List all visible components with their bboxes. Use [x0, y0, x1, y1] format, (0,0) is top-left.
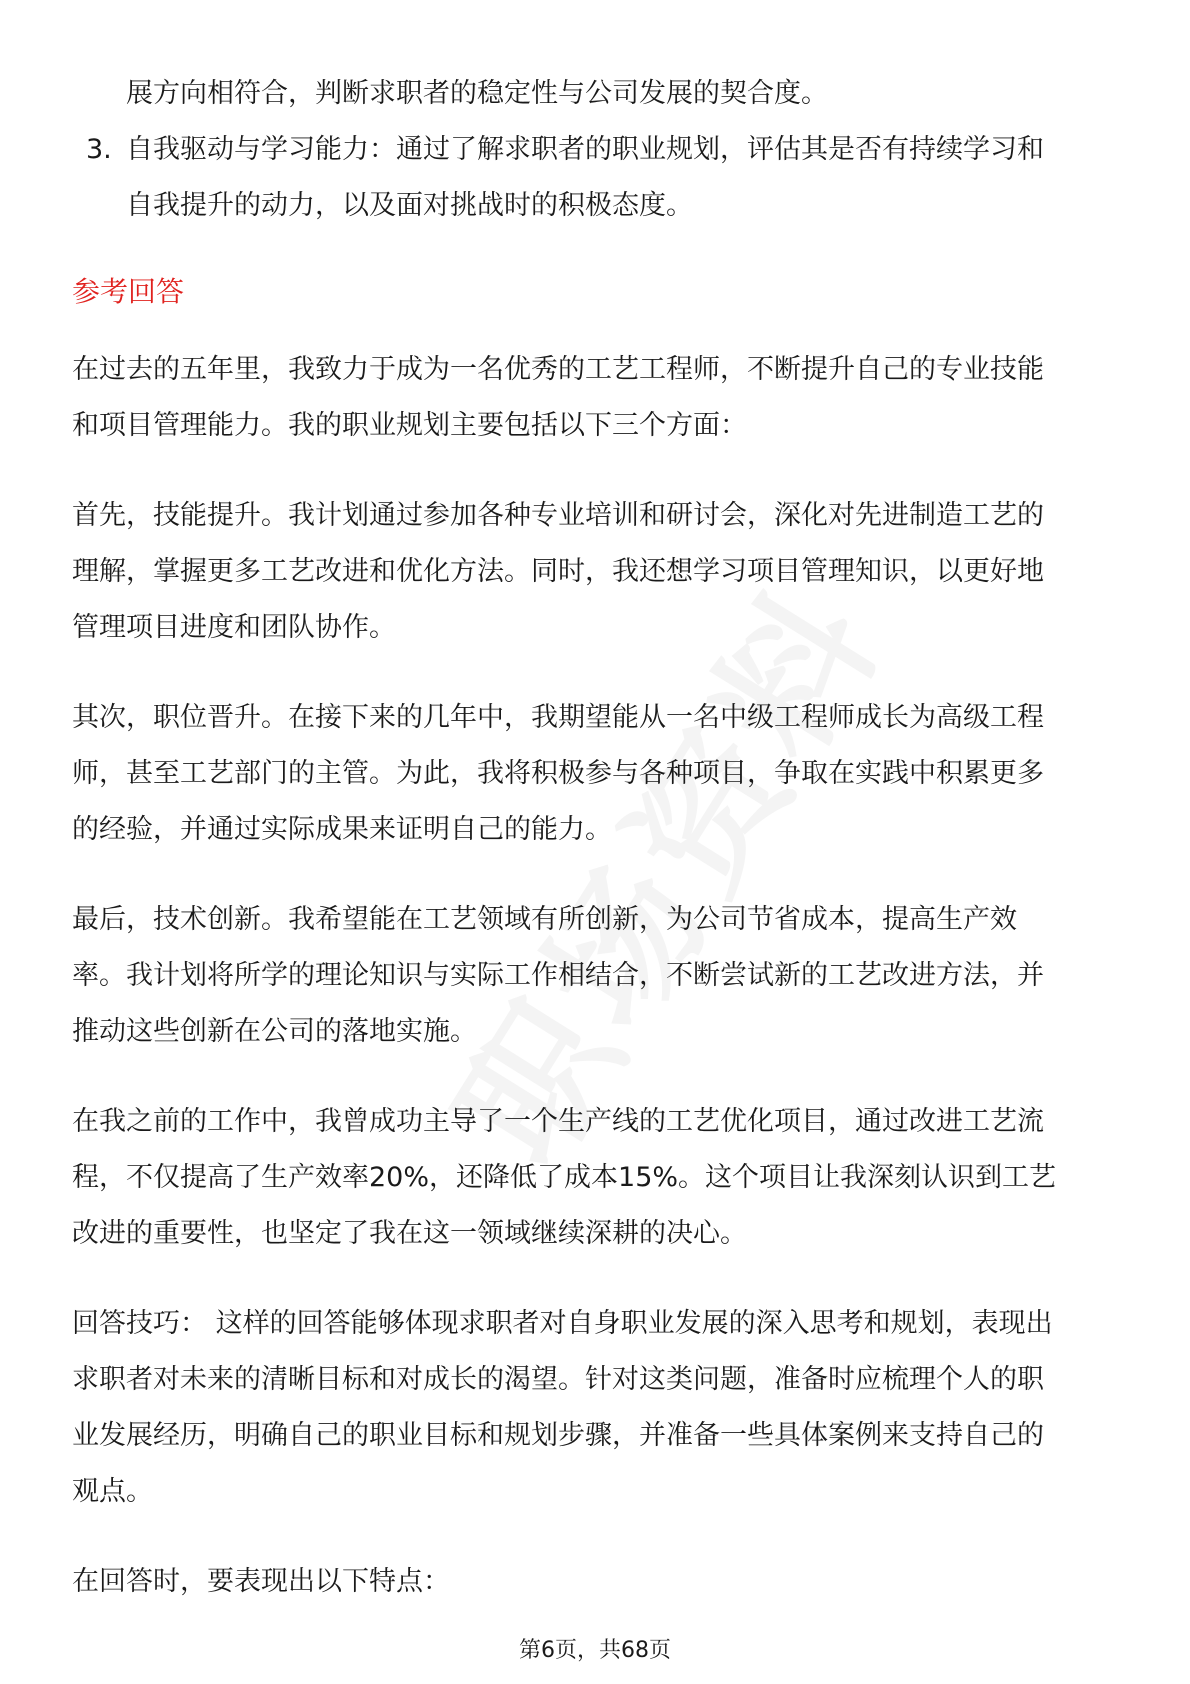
paragraph-experience	[72, 1094, 1122, 1262]
paragraph-line: 管理项目进度和团队协作。	[72, 612, 396, 643]
paragraph-line: 推动这些创新在公司的落地实施。	[72, 1016, 477, 1047]
paragraph-line: 其次，职位晋升。在接下来的几年中，我期望能从一名中级工程师成长为高级工程	[72, 702, 1044, 733]
paragraph-line: 回答技巧： 这样的回答能够体现求职者对自身职业发展的深入思考和规划，表现出	[72, 1308, 1053, 1339]
paragraph-promotion	[72, 690, 1122, 858]
list-continuation-line: 展方向相符合，判断求职者的稳定性与公司发展的契合度。	[126, 78, 828, 109]
paragraph-line: 理解，掌握更多工艺改进和优化方法。同时，我还想学习项目管理知识，以更好地	[72, 556, 1044, 587]
list-item-line: 自我驱动与学习能力：通过了解求职者的职业规划，评估其是否有持续学习和	[126, 134, 1044, 165]
paragraph-line: 在过去的五年里，我致力于成为一名优秀的工艺工程师，不断提升自己的专业技能	[72, 354, 1044, 385]
paragraph-line: 率。我计划将所学的理论知识与实际工作相结合，不断尝试新的工艺改进方法，并	[72, 960, 1044, 991]
paragraph-line: 首先，技能提升。我计划通过参加各种专业培训和研讨会，深化对先进制造工艺的	[72, 500, 1044, 531]
paragraph-features	[72, 1554, 1122, 1610]
section-heading: 参考回答	[72, 275, 185, 308]
list-item-line: 自我提升的动力，以及面对挑战时的积极态度。	[126, 190, 693, 221]
paragraph-line: 观点。	[72, 1476, 153, 1507]
paragraph-line: 在我之前的工作中，我曾成功主导了一个生产线的工艺优化项目，通过改进工艺流	[72, 1106, 1044, 1137]
paragraph-skills	[72, 488, 1122, 656]
paragraph-line: 最后，技术创新。我希望能在工艺领域有所创新，为公司节省成本，提高生产效	[72, 904, 1017, 935]
paragraph-line: 在回答时，要表现出以下特点：	[72, 1566, 450, 1597]
list-item-3	[72, 122, 1122, 234]
document-content	[72, 66, 1122, 1644]
paragraph-line: 求职者对未来的清晰目标和对成长的渴望。针对这类问题，准备时应梳理个人的职	[72, 1364, 1044, 1395]
paragraph-line: 师，甚至工艺部门的主管。为此，我将积极参与各种项目，争取在实践中积累更多	[72, 758, 1044, 789]
paragraph-line: 改进的重要性，也坚定了我在这一领域继续深耕的决心。	[72, 1218, 747, 1249]
paragraph-line: 和项目管理能力。我的职业规划主要包括以下三个方面：	[72, 410, 747, 441]
paragraph-line: 的经验，并通过实际成果来证明自己的能力。	[72, 814, 612, 845]
paragraph-intro	[72, 342, 1122, 454]
paragraph-line: 程，不仅提高了生产效率20%，还降低了成本15%。这个项目让我深刻认识到工艺	[72, 1162, 1057, 1193]
paragraph-innovation	[72, 892, 1122, 1060]
paragraph-line: 业发展经历，明确自己的职业目标和规划步骤，并准备一些具体案例来支持自己的	[72, 1420, 1044, 1451]
page-footer: 第6页，共68页	[519, 1638, 671, 1663]
list-number: 3.	[86, 134, 112, 165]
paragraph-tips	[72, 1296, 1122, 1520]
